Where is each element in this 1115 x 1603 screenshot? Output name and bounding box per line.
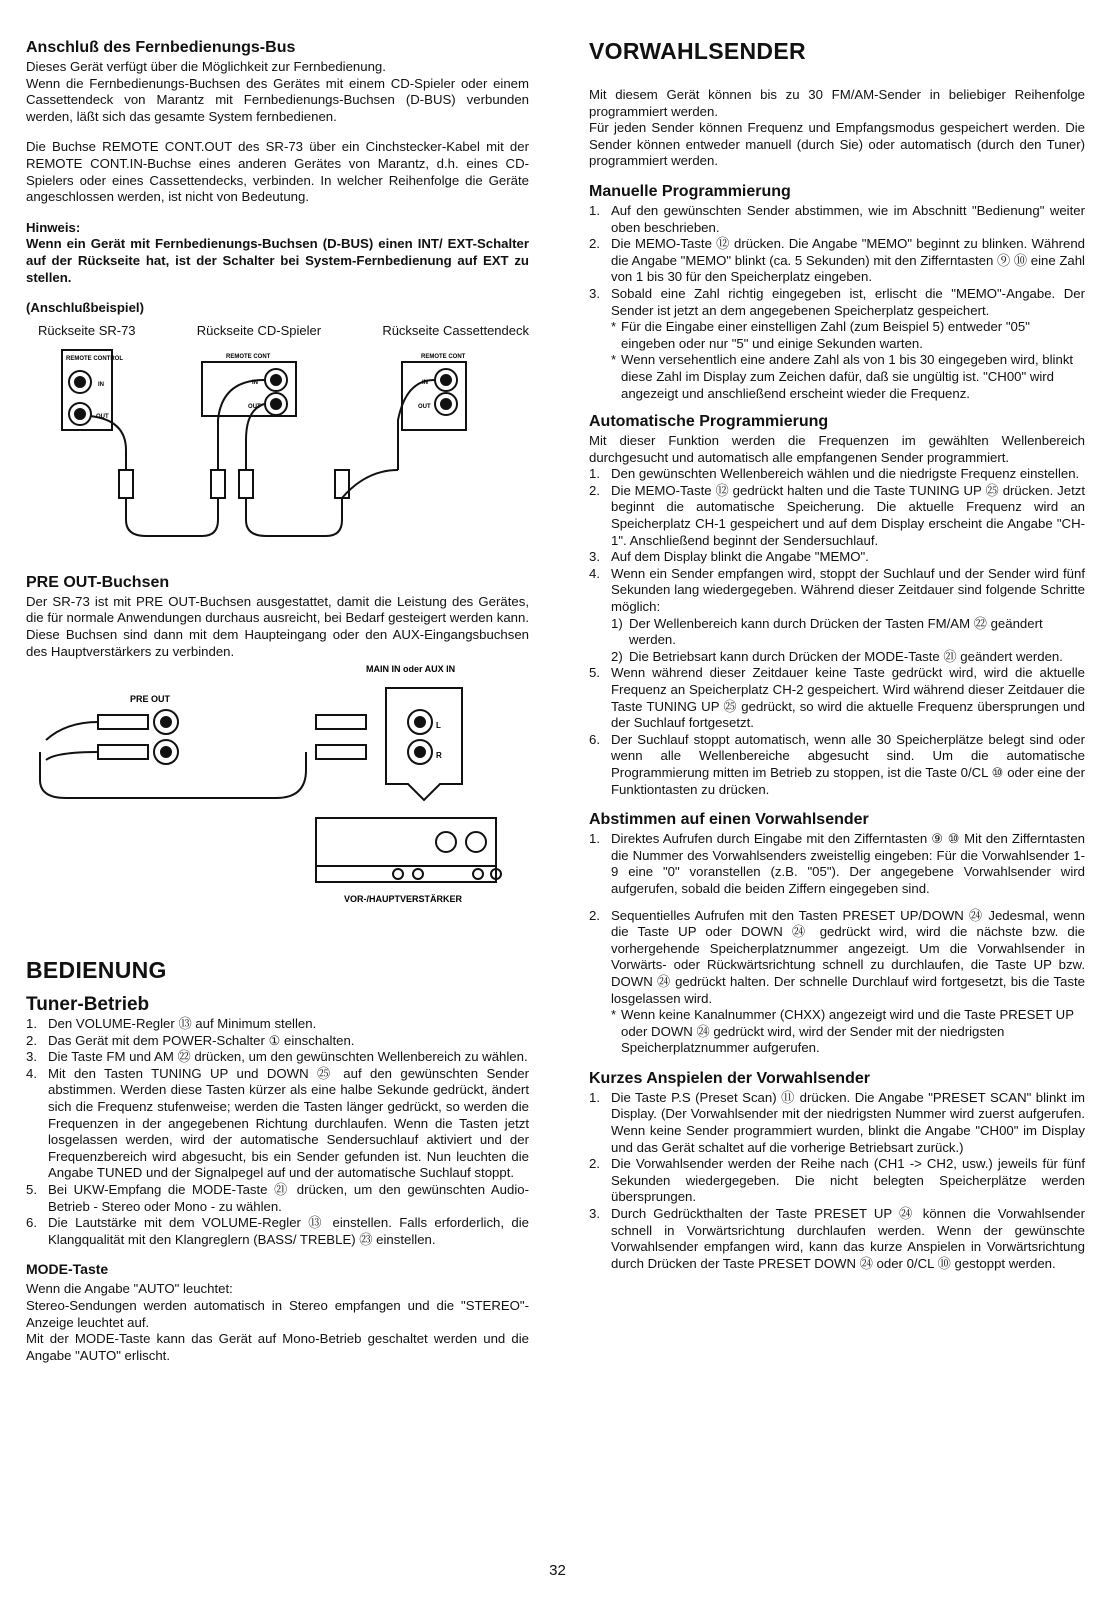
- list-item: 5. Wenn während dieser Zeitdauer keine Taste gedrückt wird, wird die aktuelle Frequenz an Speicherplatz CH-2 gespeichert. Wird während dieser Zeitdauer die Taste TUNING UP ㉕ gedrückt, so wird die aktuelle Frequenz übersprungen und der Suchlauf fortgesetzt.: [589, 665, 1085, 731]
- list-item: 1. Den VOLUME-Regler ⑬ auf Minimum stellen.: [26, 1016, 317, 1032]
- vorwahl-title: VORWAHLSENDER: [589, 38, 806, 64]
- left-column: [26, 38, 529, 1364]
- auto-list-2: [589, 665, 1085, 798]
- list-item: 3. Durch Gedrückthalten der Taste PRESET UP ㉔ können die Vorwahlsender schnell in Vorwärtsrichtung durchlaufen werden. Wenn der gewünschte Vorwahlsender empfangen wird, kann das kurze Anspielen in Vorwärtsrichtung durch Drücken der Taste PRESET DOWN ㉔ oder 0/CL ⑩ gestoppt werden.: [589, 1206, 1085, 1271]
- example-label: (Anschlußbeispiel): [26, 300, 144, 316]
- pre-out-label: PRE OUT: [130, 694, 171, 705]
- amp-label: VOR-/HAUPTVERSTÄRKER: [344, 894, 463, 905]
- sr73-in-label: IN: [98, 381, 104, 388]
- sr73-out-label: OUT: [96, 413, 109, 420]
- hinweis-text: Wenn ein Gerät mit Fernbedienungs-Buchsen (D-BUS) einen INT/ EXT-Schalter auf der Rückseite hat, ist der Schalter bei System-Fernbedienung auf EXT zu stellen.: [26, 236, 529, 285]
- scan-list: [589, 1090, 1085, 1273]
- auto-list: [589, 466, 1085, 615]
- mode-heading: MODE-Taste: [26, 1261, 109, 1278]
- manual-heading: Manuelle Programmierung: [589, 182, 791, 200]
- list-item: 5. Bei UKW-Empfang die MODE-Taste ㉑ drücken, um den gewünschten Audio-Betrieb - Stereo oder Mono - zu wählen.: [26, 1182, 529, 1214]
- list-item: 1. Den gewünschten Wellenbereich wählen und die niedrigste Frequenz einstellen.: [589, 466, 1080, 482]
- label-sr73: Rückseite SR-73: [38, 322, 136, 338]
- list-item: 2. Die Vorwahlsender werden der Reihe nach (CH1 -> CH2, usw.) jeweils für fünf Sekunden wiedergegeben. Die nicht belegten Speicherplätze werden übersprungen.: [589, 1156, 1085, 1205]
- list-item: 3. Sobald eine Zahl richtig eingegeben ist, erlischt die "MEMO"-Angabe. Der Sender ist jetzt an dem angegebenen Speicherplatz gespeichert.: [589, 285, 1085, 318]
- tuner-heading: Tuner-Betrieb: [26, 994, 150, 1016]
- manual-list: [589, 203, 1085, 319]
- list-item: 4. Mit den Tasten TUNING UP und DOWN ㉕ auf den gewünschten Sender abstimmen. Werden diese Tasten kürzer als eine halbe Sekunde gedrückt, ändert sich die Frequenz stufenweise; werden die Tasten länger gedrückt, so werden die Frequenzen in der angegebenen Richtung durchlaufen. Wenn die Tasten jetzt losgelassen werden, wird der automatische Sendersuchlauf aktiviert und der Frequenzbereich wird abgesucht, bis ein Sender gefunden ist. Nun leuchten die Angabe TUNED und der Signalpegel auf und der automatische Suchlauf stoppt.: [26, 1065, 529, 1181]
- bedienung-title: BEDIENUNG: [26, 957, 167, 984]
- label-cd: Rückseite CD-Spieler: [196, 322, 322, 338]
- cd-remote-cont-label: REMOTE CONT: [226, 353, 271, 360]
- preout-heading: PRE OUT-Buchsen: [26, 573, 170, 591]
- tune-note: * Wenn keine Kanalnummer (CHXX) angezeigt wird und die Taste PRESET UP oder DOWN ㉔ gedrückt wird, wird der Sender mit der niedrigsten Speicherplatznummer aufgerufen.: [611, 1007, 1074, 1056]
- mode-p1: Wenn die Angabe "AUTO" leuchtet:: [26, 1281, 233, 1297]
- bus-p2: Wenn die Fernbedienungs-Buchsen des Gerätes mit einem CD-Spieler oder einem Cassettendeck von Marantz mit Fernbedienungs-Buchsen (D-BUS) verbunden werden, läßt sich das gesamte System fernbedienen.: [26, 75, 529, 124]
- deck-out-label: OUT: [418, 403, 431, 410]
- remote-control-label: REMOTE CONTROL: [66, 355, 123, 362]
- diagram-labels: [38, 323, 529, 338]
- intro2: Für jeden Sender können Frequenz und Empfangsmodus gespeichert werden. Die Sender können entweder manuell (durch Sie) oder automatisch (durch den Tuner) programmiert werden.: [589, 120, 1085, 169]
- main-in-label: MAIN IN oder AUX IN: [366, 664, 456, 675]
- list-item: 2. Sequentielles Aufrufen mit den Tasten PRESET UP/DOWN ㉔ Jedesmal, wenn die Taste UP oder DOWN ㉔ gedrückt wird, wird die nächste bzw. die vorhergehende Speicherplatznummer angezeigt. Um die Vorwahlsender in Vorwärts- oder Rückwärtsrichtung schnell zu durchlaufen, die Taste UP bzw. DOWN ㉔ gedrückt halten. Der schnelle Durchlauf wird fortgesetzt, bis die Taste losgelassen wird.: [589, 907, 1085, 1006]
- list-item: 1. Auf den gewünschten Sender abstimmen, wie im Abschnitt "Bedienung" weiter oben beschrieben.: [589, 202, 1085, 235]
- manual-note: * Wenn versehentlich eine andere Zahl als von 1 bis 30 eingegeben wird, blinkt diese Zahl im Display zum Zeichen dafür, daß sie ungültig ist. "CH00" wird angezeigt und anschließend erscheint wieder die Frequenz.: [611, 352, 1074, 401]
- intro1: Mit diesem Gerät können bis zu 30 FM/AM-Sender in beliebiger Reihenfolge programmiert werden.: [589, 87, 1085, 119]
- auto-intro: Mit dieser Funktion werden die Frequenzen im gewählten Wellenbereich durchgesucht und automatisch alle empfangenen Sender programmiert.: [589, 433, 1085, 465]
- list-item: 1. Direktes Aufrufen durch Eingabe mit den Zifferntasten ⑨ ⑩ Mit den Zifferntasten die Nummer des Vorwahlsenders zweistellig eingeben: Für die Vorwahlsender 1-9 eine "0" voranstellen (z.B. "05"). Der angegebene Vorwahlsender wird aufgerufen, sobald die beiden Ziffern eingegeben sind.: [589, 831, 1085, 896]
- scan-heading: Kurzes Anspielen der Vorwahlsender: [589, 1069, 870, 1087]
- list-item: 6. Der Suchlauf stoppt automatisch, wenn alle 30 Speicherplätze belegt sind oder wenn alle Wellenbereiche abgesucht sind. Um die automatische Programmierung mitten im Betrieb zu stoppen, ist die Taste 0/CL ⑩ oder eine der Funktiontasten zu drücken.: [589, 731, 1085, 797]
- tune-heading: Abstimmen auf einen Vorwahlsender: [589, 811, 869, 829]
- mode-p3: Mit der MODE-Taste kann das Gerät auf Mono-Betrieb geschaltet werden und die Angabe "AUTO" erlischt.: [26, 1331, 529, 1363]
- label-deck: Rückseite Cassettendeck: [382, 322, 529, 338]
- list-item: 2. Das Gerät mit dem POWER-Schalter ① einschalten.: [26, 1032, 355, 1048]
- cd-in-label: IN: [252, 379, 258, 386]
- list-item: 3. Auf dem Display blinkt die Angabe "MEMO".: [589, 549, 869, 565]
- list-item: 2. Die MEMO-Taste ⑫ gedrückt halten und die Taste TUNING UP ㉕ drücken. Jetzt beginnt die automatische Speicherung. Die aktuelle Frequenz wird an Speicherplatz CH-1 gespeichert und auf dem Display erscheint die Angabe "CH-1". Anschließend beginnt der Sendersuchlauf.: [589, 482, 1085, 548]
- remote-connection-diagram: [26, 340, 529, 560]
- auto-subitem: 1) Der Wellenbereich kann durch Drücken der Tasten FM/AM ㉒ geändert werden.: [611, 615, 1043, 648]
- r-label: R: [436, 751, 442, 761]
- tuner-list: [26, 1016, 529, 1248]
- preout-diagram: [26, 660, 529, 930]
- list-item: 6. Die Lautstärke mit dem VOLUME-Regler ⑬ einstellen. Falls erforderlich, die Klangqualität mit den Klangreglern (BASS/ TREBLE) ㉓ einstellen.: [26, 1215, 529, 1247]
- bus-heading: Anschluß des Fernbedienungs-Bus: [26, 39, 296, 56]
- mode-p2: Stereo-Sendungen werden automatisch in Stereo empfangen und die "STEREO"-Anzeige leuchtet auf.: [26, 1298, 529, 1330]
- l-label: L: [436, 721, 441, 731]
- preout-text: Der SR-73 ist mit PRE OUT-Buchsen ausgestattet, damit die Leistung des Gerätes, die für normale Anwendungen durchaus ausreicht, bei Bedarf gesteigert werden kann. Diese Buchsen sind dann mit dem Haupteingang oder den AUX-Eingangsbuchsen des Hauptverstärkers zu verbinden.: [26, 593, 529, 659]
- manual-note: * Für die Eingabe einer einstelligen Zahl (zum Beispiel 5) entweder "05" eingeben oder nur "5" und einige Sekunden warten.: [611, 319, 1030, 351]
- right-column: [589, 38, 1085, 1272]
- hinweis-label: Hinweis:: [26, 219, 81, 235]
- page-number: 32: [549, 1562, 566, 1579]
- bus-p1: Dieses Gerät verfügt über die Möglichkeit zur Fernbedienung.: [26, 59, 386, 74]
- auto-subitem: 2) Die Betriebsart kann durch Drücken der MODE-Taste ㉑ geändert werden.: [611, 648, 1063, 664]
- list-item: 2. Die MEMO-Taste ⑫ drücken. Die Angabe "MEMO" beginnt zu blinken. Während die Angabe "MEMO" blinkt (ca. 5 Sekunden) mit den Zifferntasten ⑨ ⑩ eine Zahl von 1 bis 30 für den Speicherplatz eingeben.: [589, 236, 1085, 285]
- list-item: 4. Wenn ein Sender empfangen wird, stoppt der Suchlauf und der Sender wird fünf Sekunden lang wiedergegeben. Während dieser Zeitdauer sind folgende Schritte möglich:: [589, 565, 1085, 615]
- tune-list: [589, 831, 1085, 1007]
- deck-remote-cont-label: REMOTE CONT: [421, 353, 466, 360]
- list-item: 1. Die Taste P.S (Preset Scan) ⑪ drücken. Die Angabe "PRESET SCAN" blinkt im Display. (Der Vorwahlsender mit der niedrigsten Nummer wird zuerst aufgerufen. Wenn keine Sender programmiert wurden, blinkt die Angabe "CH00" im Display und das Gerät schaltet auf die vorherige Betriebsart zurück.): [589, 1089, 1085, 1155]
- list-item: 3. Die Taste FM und AM ㉒ drücken, um den gewünschten Wellenbereich zu wählen.: [26, 1049, 528, 1065]
- deck-in-label: IN: [422, 379, 428, 386]
- auto-heading: Automatische Programmierung: [589, 413, 829, 431]
- cd-out-label: OUT: [248, 403, 261, 410]
- bus-p3: Die Buchse REMOTE CONT.OUT des SR-73 über ein Cinchstecker-Kabel mit der REMOTE CONT.IN-Buchse eines anderen Gerätes von Marantz, d.h. eines CD-Spielers oder eines Cassettendecks, verbinden. In welcher Reihenfolge die Geräte angeschlossen werden, ist nicht von Bedeutung.: [26, 139, 529, 205]
